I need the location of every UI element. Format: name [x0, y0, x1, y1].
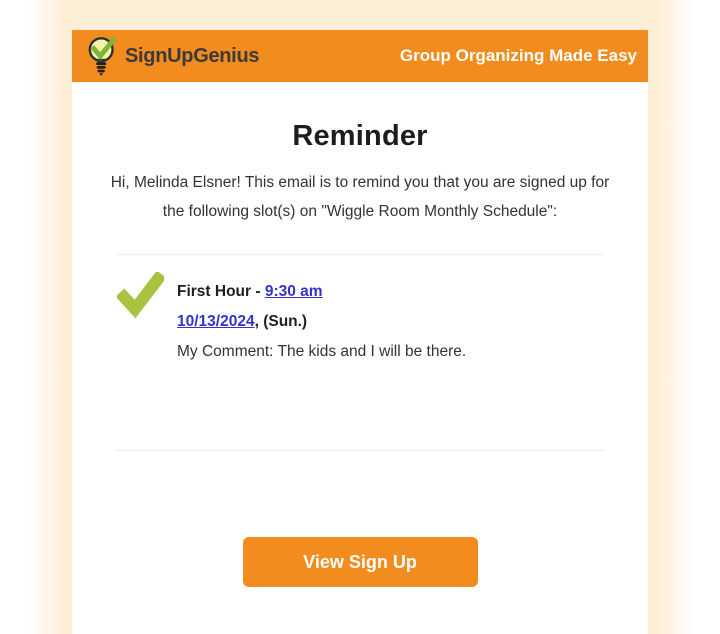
slot-comment: My Comment: The kids and I will be there. [177, 343, 467, 360]
divider-top [116, 254, 604, 255]
signupgenius-logo [83, 35, 259, 77]
button-container [72, 451, 648, 587]
signup-slot-row [117, 272, 604, 367]
green-checkmark-icon [117, 272, 164, 323]
page-title: Reminder [292, 120, 428, 152]
email-card [72, 30, 648, 634]
slot-name: First Hour - [177, 283, 265, 300]
email-body [72, 82, 648, 587]
slot-time-link[interactable]: 9:30 am [264, 283, 323, 300]
slot-date-link[interactable]: 10/13/2024 [177, 313, 255, 330]
lightbulb-logo-icon [83, 35, 123, 77]
slot-day: , (Sun.) [254, 313, 308, 330]
email-header [72, 30, 648, 82]
slot-line-2 [177, 307, 466, 337]
slot-details [177, 272, 466, 367]
slot-line-1 [177, 277, 466, 307]
reminder-intro-text: Hi, Melinda Elsner! This email is to remind you that you are signed up for the following slot(s) on "Wiggle Room Monthly Schedule": [110, 174, 610, 220]
header-tagline: Group Organizing Made Easy [399, 46, 637, 65]
logo-wordmark: SignUpGenius [125, 44, 260, 67]
view-sign-up-button[interactable]: View Sign Up [243, 537, 478, 587]
